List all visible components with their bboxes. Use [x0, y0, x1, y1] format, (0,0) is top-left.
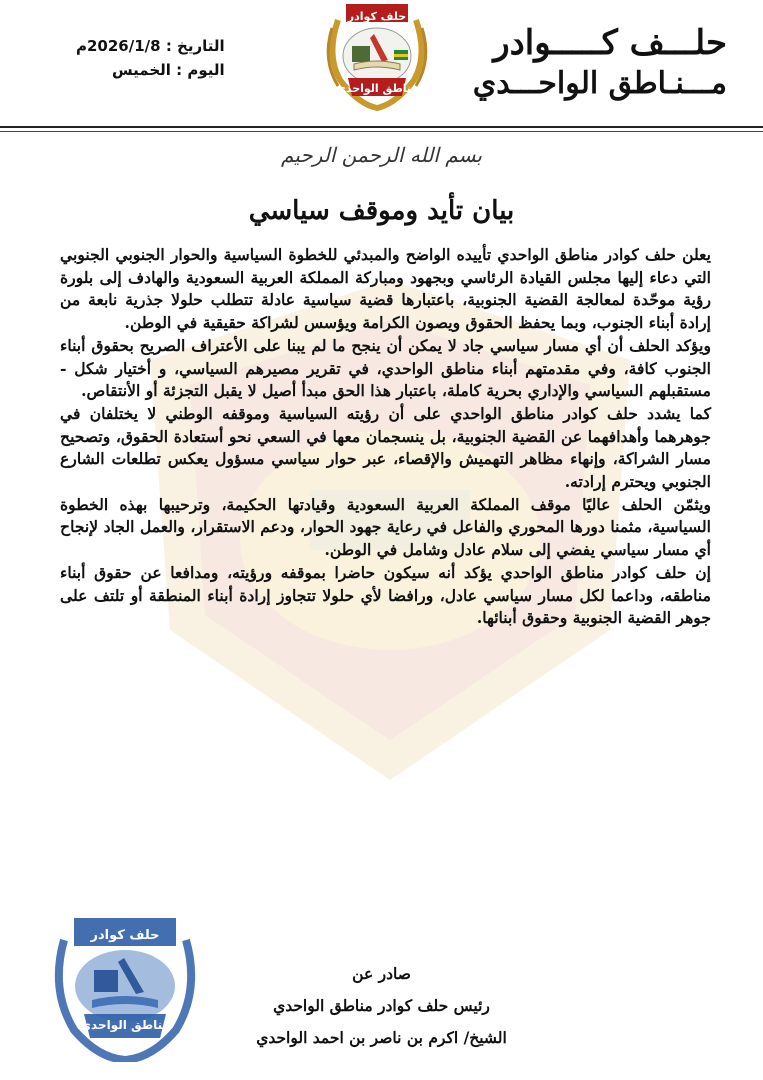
statement-body: [60, 244, 711, 630]
document-title: بيان تأيد وموقف سياسي: [248, 196, 515, 226]
organization-name: [473, 22, 727, 102]
statement-paragraph-5: إن حلف كوادر مناطق الواحدي يؤكد أنه سيكون حاضرا بموقفه ورؤيته، ومدافعا عن حقوق أبناء مناطقه، وداعما لكل مسار سياسي عادل، ورافضا لأي حلولا تتجاوز إرادة أبناء المنطقة أو تلتف على جوهر القضية الجنوبية وحقوق أبنائها.: [60, 562, 711, 628]
logo-top-text: حلف كوادر: [347, 10, 407, 23]
basmala-calligraphy: بسم الله الرحمن الرحيم: [280, 143, 482, 167]
date-text: التاريخ : 2026/1/8م: [76, 37, 225, 55]
stamp-bottom-text: مناطق الواحدي: [80, 1018, 170, 1032]
statement-paragraph-1: يعلن حلف كوادر مناطق الواحدي تأييده الواضح والمبدئي للخطوة السياسية والحوار الجنوبي الجنوبي التي دعاء إليها مجلس القيادة الرئاسي وبجهود ومباركة المملكة العربية السعودية والهادف إلى بلورة رؤية موحّدة لمعالجة القضية الجنوبية، باعتبارها قضية سياسية عادلة تتطلب حلولا جذرية نابعة من إرادة أبناء الجنوب، وبما يحفظ الحقوق ويصون الكرامة ويؤسس لشراكة حقيقية في الوطن.: [60, 245, 711, 333]
stamp-top-text: حلف كوادر: [90, 928, 160, 943]
statement-paragraph-3: كما يشدد حلف كوادر مناطق الواحدي على أن رؤيته السياسية وموقفه الوطني لا يختلفان في جوهرهما وأهدافهما عن القضية الجنوبية، بل ينسجمان معها في السعي نحو أستعادة الحقوق، وتصحيح مسار الشراكة، وإنهاء مظاهر التهميش والإقصاء، عبر حوار سياسي مسؤول يعكس تطلعات الشارع الجنوبي ويحترم إرادته.: [60, 403, 711, 492]
day-text: اليوم : الخميس: [111, 61, 225, 79]
organization-name-line1: حلـــف كـــــوادر: [493, 23, 727, 63]
header-rule-thin: [0, 131, 763, 132]
statement-paragraph-2: ويؤكد الحلف أن أي مسار سياسي جاد لا يمكن أن ينجح ما لم يبنا على الأعتراف الصريح بحقوق أبناء الجنوب كافة، وفي مقدمتهم أبناء مناطق الواحدي، في تقرير مصيرهم السياسي، و أختيار شكل - مستقبلهم السياسي والإداري بحرية كاملة، باعتبار هذا الحق مبدأ أصيل لا يقبل التجزئة أو الأنتقاص.: [60, 335, 711, 401]
signatory-role: رئيس حلف كوادر مناطق الواحدي: [273, 996, 490, 1015]
signatory-name: الشيخ/ اكرم بن ناصر بن احمد الواحدي: [256, 1028, 507, 1047]
organization-name-line2: مـــنـاطق الواحـــدي: [472, 65, 727, 101]
statement-paragraph-4: ويثمّن الحلف عاليًا موقف المملكة العربية السعودية وقيادتها الحكيمة، وترحيبها بهذه الخطوة السياسية، مثمنا دورها المحوري والفاعل في رعاية جهود الحوار، ودعم الاستقرار، والعمل الجاد لإنجاح أي مسار سياسي يفضي إلى سلام عادل وشامل في الوطن.: [60, 494, 711, 560]
logo-bottom-text: مناطق الواحدي: [335, 82, 419, 95]
organization-stamp: [40, 910, 210, 1062]
date-block: [76, 34, 225, 82]
header-rule-thick: [0, 126, 763, 128]
organization-logo: [318, 0, 436, 112]
issued-from-label: صادر عن: [352, 964, 411, 983]
